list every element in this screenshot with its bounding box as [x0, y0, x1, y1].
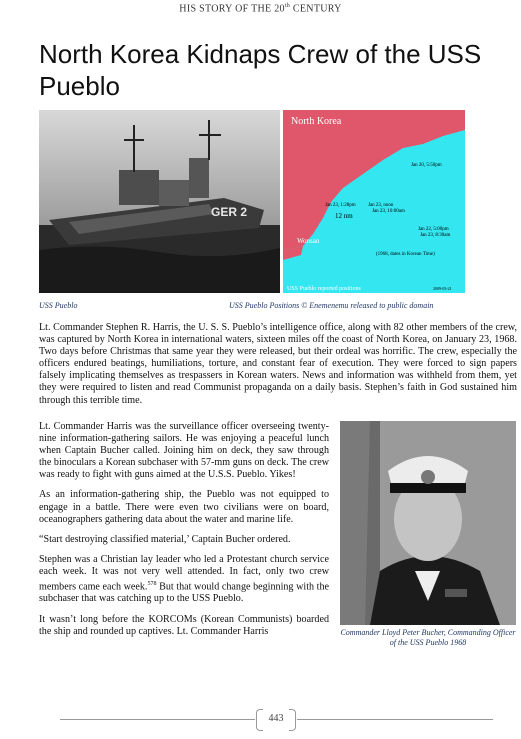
- running-header: HIS STORY OF THE 20th CENTURY: [179, 3, 342, 15]
- footnote-ref: 578: [147, 581, 157, 588]
- map-city: Wonsan: [297, 237, 320, 245]
- map-label: Jan 23, 10:00am: [372, 209, 405, 214]
- page-number: 443: [268, 713, 284, 724]
- map-footer: USS Pueblo reported positions: [287, 286, 361, 292]
- map-code: 2009-03-21: [433, 286, 452, 291]
- article-title: North Korea Kidnaps Crew of the USS Pueblo: [39, 39, 482, 101]
- hull-number: GER 2: [211, 205, 248, 219]
- footer-rule: [60, 719, 255, 720]
- intro-paragraph: Lt. Commander Stephen R. Harris, the U. S. S. Pueblo’s intelligence office, along with 82 other members of the crew, was captured by North Korea in international waters, sixteen miles off the coast of North Korea, on January 23, 1968. Two days before Christmas that same year they were released, but their ordeal was horrific. The crew, especially the officers endured beatings, humiliations, torture, and constant fear of execution. They were forced to sign papers falsely implicating themselves as trespassers in Korean waters. News and information was withheld from them, yet they were required to listen and read Communist propaganda on a daily basis. Stephen’s faith in God sustained him through this terrible time.: [39, 322, 517, 406]
- map-label: Jan 22, 5:00pm: [418, 227, 449, 232]
- uss-pueblo-photo: [39, 110, 280, 293]
- map-label: (1968, dates in Korean Time): [376, 252, 435, 257]
- pueblo-positions-map: [283, 110, 465, 293]
- paragraph: “Start destroying classified material,’ Captain Bucher ordered.: [39, 533, 291, 545]
- body-column: [39, 421, 329, 646]
- footer-rule: [297, 719, 493, 720]
- paragraph: Lt. Commander Harris was the surveillance officer overseeing twenty-nine information-gathering sailors. He was enjoying a peaceful lunch when Captain Bucher called. Joining him on deck, they saw through the binoculars a Korean subchaser with 57-mm guns on deck. The crew was ready to fight with guns aimed at the U.S.S. Pueblo. Yikes!: [39, 421, 329, 481]
- map-caption: USS Pueblo Positions © Enemenemu released to public domain: [229, 301, 434, 310]
- map-label: Jan 23, noon: [368, 203, 394, 208]
- map-label: Jan 23, 1:28pm: [325, 203, 356, 208]
- commander-bucher-photo: [340, 421, 516, 625]
- ship-caption: USS Pueblo: [39, 301, 78, 310]
- map-scale: 12 nm: [335, 212, 353, 220]
- commander-caption: Commander Lloyd Peter Bucher, Commanding Officer of the USS Pueblo 1968: [340, 628, 516, 647]
- paragraph: As an information-gathering ship, the Pueblo was not equipped to engage in a battle. There were even two civilians were on board, oceanographers gathering data about the water and marine life.: [39, 489, 329, 525]
- map-label: Jan 23, 8:30am: [420, 233, 451, 238]
- paragraph: Stephen was a Christian lay leader who led a Protestant church service each week. It was not very well attended. In fact, only two crew members came each week.$^{578}$ But that would change beginning with the subchaser that was catching up to the USS Pueblo.: [39, 553, 329, 605]
- map-title: North Korea: [291, 116, 342, 127]
- paragraph: It wasn’t long before the KORCOMs (Korean Communists) boarded the ship and rounded up captives. Lt. Commander Harris: [39, 613, 329, 637]
- map-label: Jan 20, 5:50pm: [411, 163, 442, 168]
